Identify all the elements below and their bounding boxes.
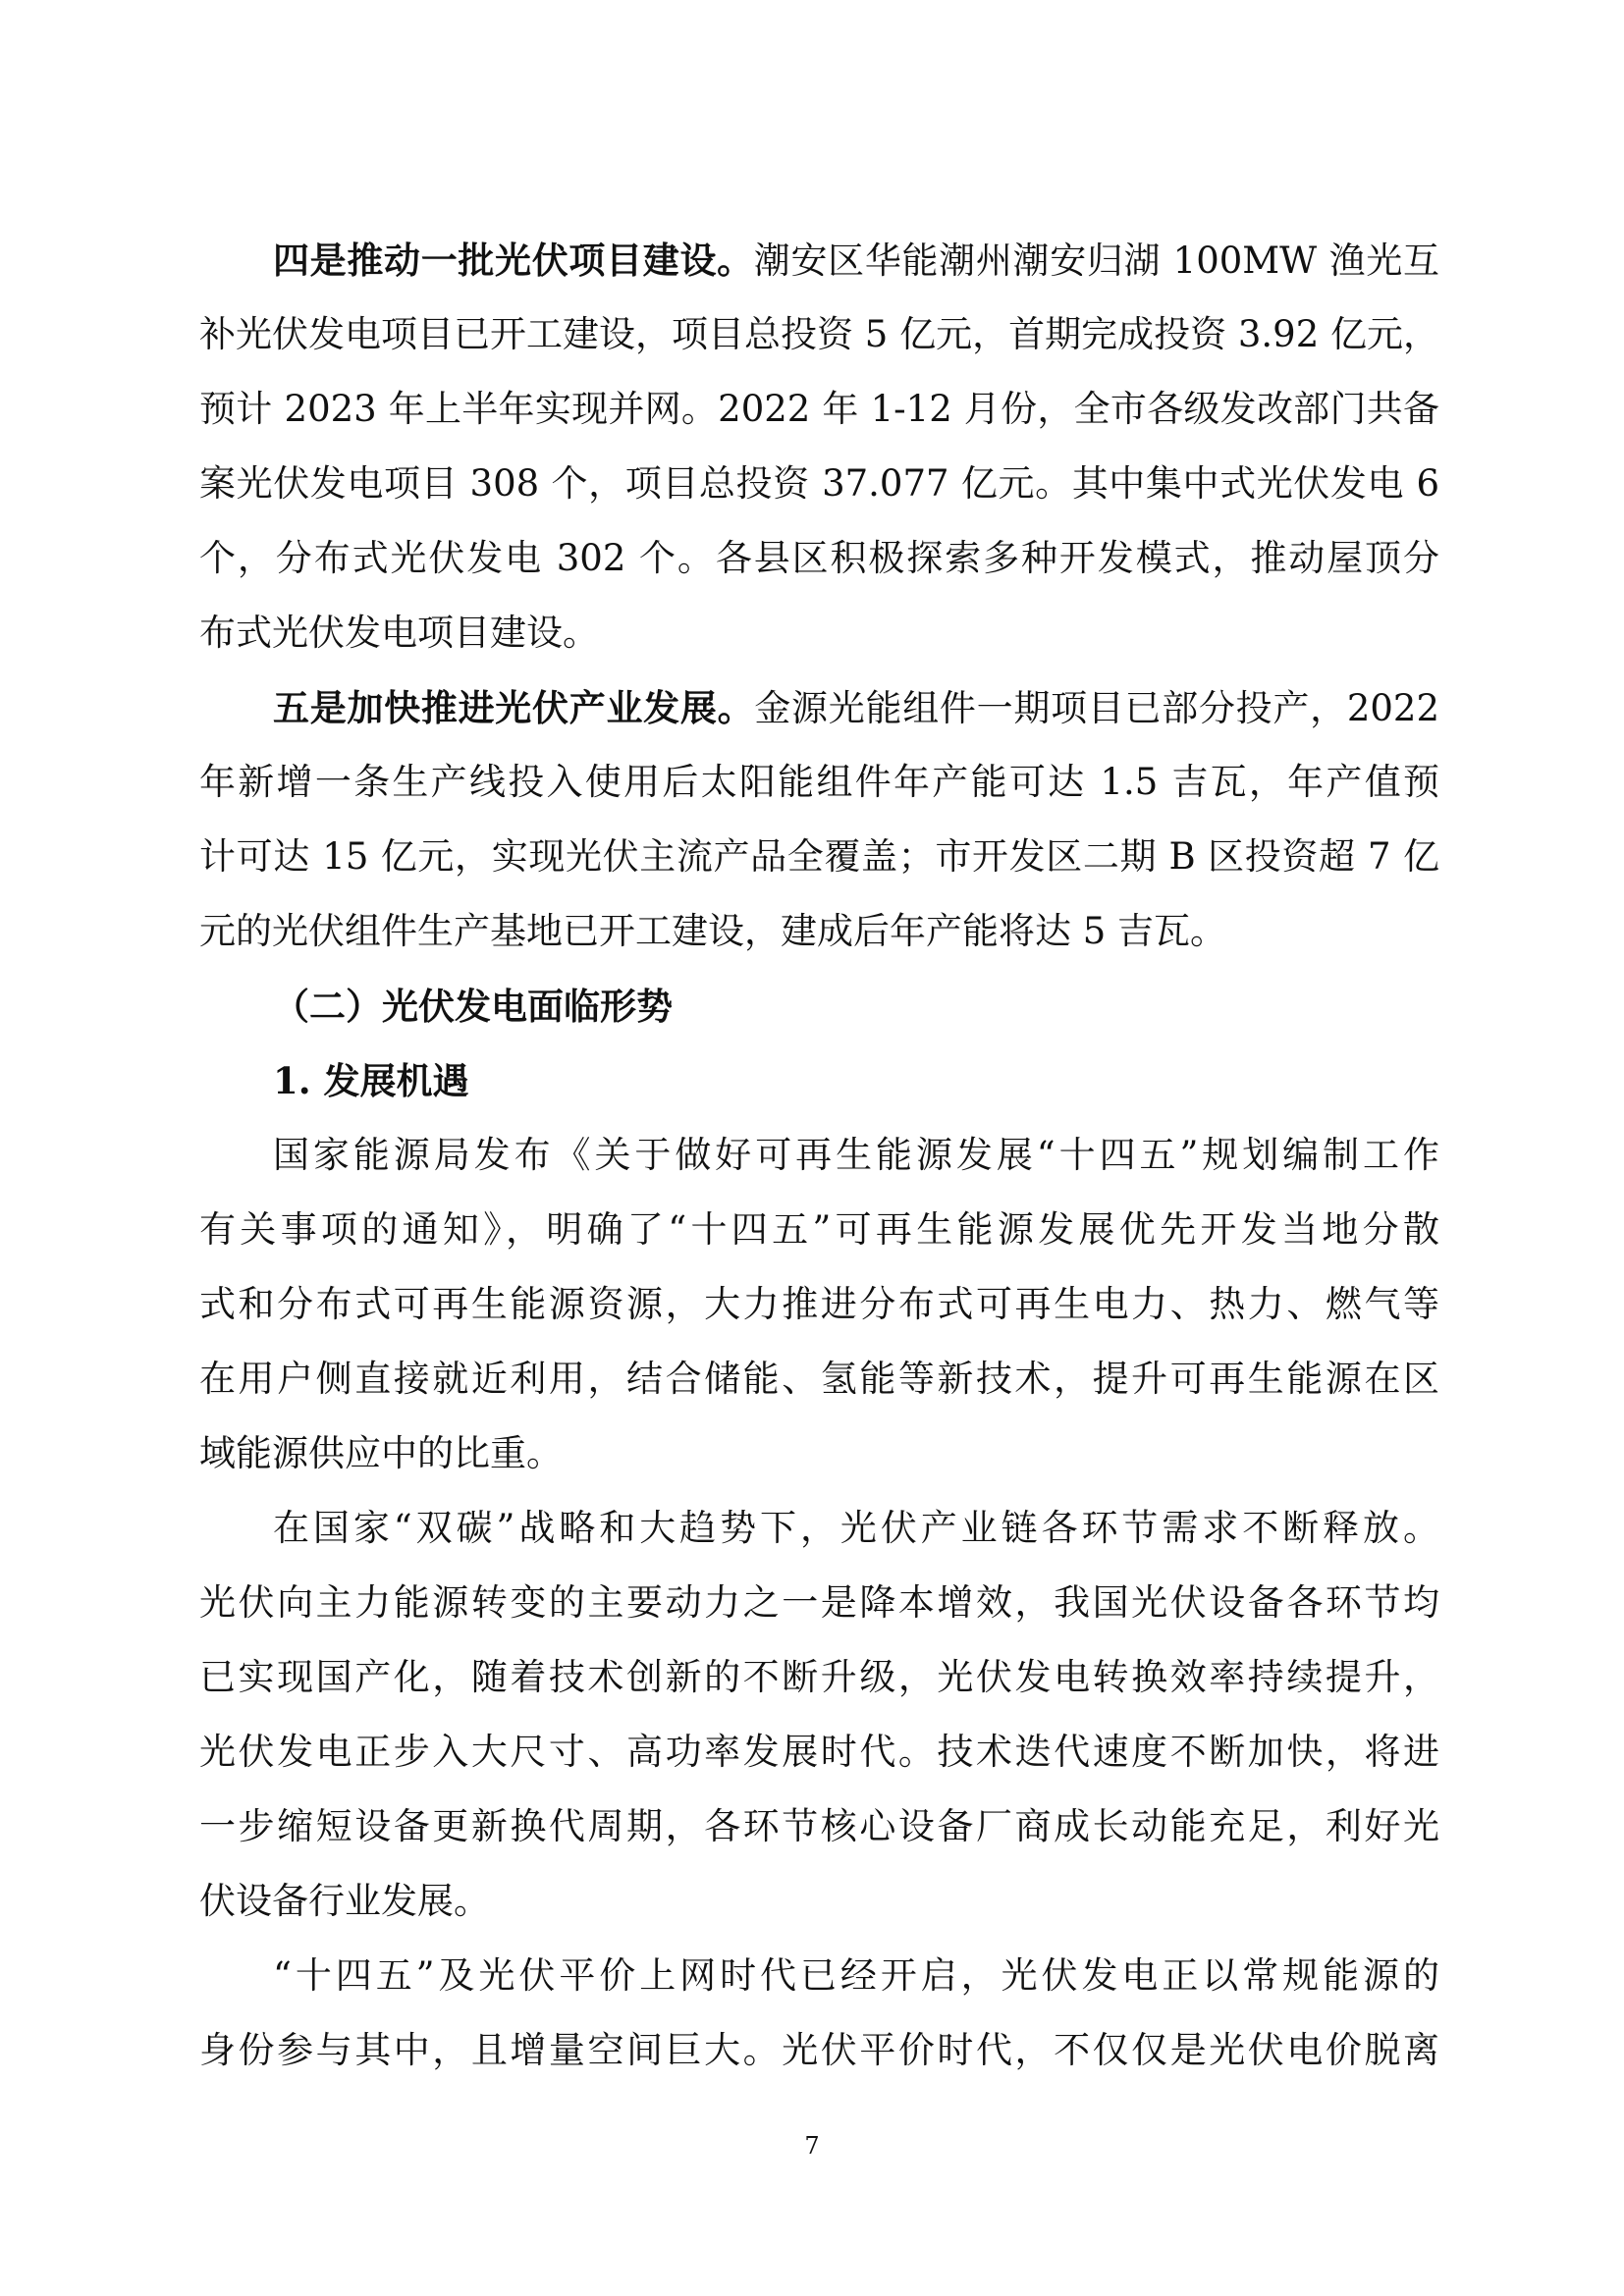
subsection-heading: 1. 发展机遇: [273, 1059, 469, 1102]
paragraph-line: “十四五”及光伏平价上网时代已经开启，光伏发电正以常规能源的: [273, 1954, 1439, 1997]
paragraph-line: 计可达 15 亿元，实现光伏主流产品全覆盖；市开发区二期 B 区投资超 7 亿: [199, 835, 1439, 878]
line-text: 潮安区华能潮州潮安归湖 100MW 渔光互: [753, 240, 1440, 282]
paragraph-line: 光伏发电正步入大尺寸、高功率发展时代。技术迭代速度不断加快，将进: [199, 1731, 1439, 1773]
section-heading: （二）光伏发电面临形势: [273, 985, 673, 1028]
paragraph-line: [199, 223, 1439, 297]
paragraph-lead-bold: 五是加快推进光伏产业发展。: [273, 686, 755, 729]
paragraph-line: 元的光伏组件生产基地已开工建设，建成后年产能将达 5 吉瓦。: [199, 910, 1227, 952]
page-number: 7: [804, 2132, 820, 2160]
paragraph-line: 伏设备行业发展。: [199, 1880, 490, 1922]
paragraph-line: 国家能源局发布《关于做好可再生能源发展“十四五”规划编制工作: [273, 1134, 1439, 1176]
paragraph-line: 个，分布式光伏发电 302 个。各县区积极探索多种开发模式，推动屋顶分: [199, 537, 1439, 579]
paragraph-lead-bold: 四是推动一批光伏项目建设。: [273, 239, 754, 282]
paragraph-line: 已实现国产化，随着技术创新的不断升级，光伏发电转换效率持续提升，: [199, 1656, 1439, 1698]
paragraph-line: 在国家“双碳”战略和大趋势下，光伏产业链各环节需求不断释放。: [273, 1507, 1439, 1549]
paragraph-line: 光伏向主力能源转变的主要动力之一是降本增效，我国光伏设备各环节均: [199, 1581, 1439, 1624]
paragraph-line: 预计 2023 年上半年实现并网。2022 年 1-12 月份，全市各级发改部门共备: [199, 388, 1439, 430]
paragraph-line: 在用户侧直接就近利用，结合储能、氢能等新技术，提升可再生能源在区: [199, 1358, 1439, 1400]
paragraph-line: 域能源供应中的比重。: [199, 1432, 563, 1474]
paragraph-line: 案光伏发电项目 308 个，项目总投资 37.077 亿元。其中集中式光伏发电 6: [199, 462, 1439, 505]
paragraph-line: 布式光伏发电项目建设。: [199, 612, 599, 654]
paragraph-line: 补光伏发电项目已开工建设，项目总投资 5 亿元，首期完成投资 3.92 亿元，: [199, 313, 1439, 355]
line-text: 金源光能组件一期项目已部分投产，2022: [754, 687, 1439, 729]
paragraph-line: 有关事项的通知》，明确了“十四五”可再生能源发展优先开发当地分散: [199, 1208, 1439, 1251]
paragraph-line: 年新增一条生产线投入使用后太阳能组件年产能可达 1.5 吉瓦，年产值预: [199, 761, 1439, 803]
paragraph-line: 身份参与其中，且增量空间巨大。光伏平价时代，不仅仅是光伏电价脱离: [199, 2029, 1439, 2071]
paragraph-line: [199, 670, 1439, 745]
paragraph-line: 一步缩短设备更新换代周期，各环节核心设备厂商成长动能充足，利好光: [199, 1805, 1439, 1847]
paragraph-line: 式和分布式可再生能源资源，大力推进分布式可再生电力、热力、燃气等: [199, 1283, 1439, 1325]
